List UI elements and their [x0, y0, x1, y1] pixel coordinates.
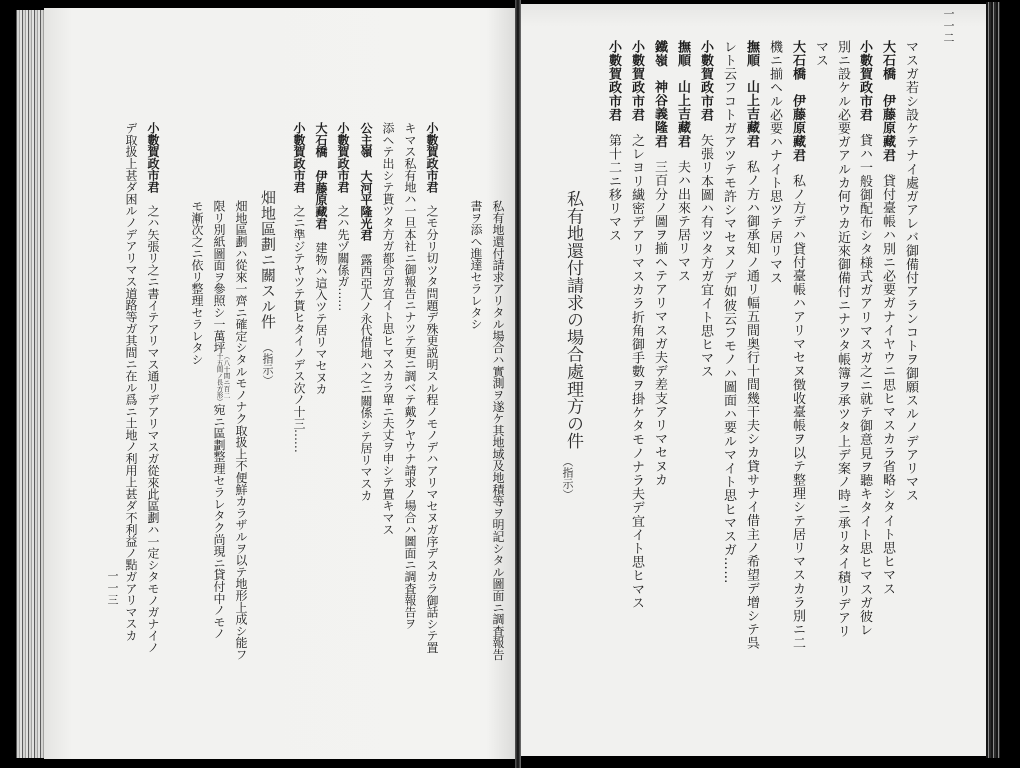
speaker-name: 小數賀政市君: [857, 40, 872, 122]
section-heading: 私有地還付請求の場合處理方の件: [563, 190, 583, 450]
speech-text: デ取扱上甚ダ困ルノデアリマス道路等ガ其間ニ在ル爲ニ土地ノ利用上甚ダ不利益ノ點ガアリマスカ: [124, 122, 138, 642]
speaker-name: 神谷義隆君: [652, 80, 667, 149]
speech-text: 私ノ方ハ御承知ノ通リ幅五間奥行十間幾干夫シカ貸サナイ借主ノ希望デ增シテ呉: [744, 160, 759, 650]
speech-text: 之モ分リ切ツタ問題デ殊更説明スル程ノモノデハアリマセヌガ序デスカラ御話シテ置: [425, 204, 439, 654]
dialogue-column: [767, 40, 781, 285]
speaker-name: 大河平隆光君: [359, 170, 373, 242]
dialogue-column: [675, 40, 689, 283]
speaker-name: 山上吉藏君: [744, 80, 759, 149]
speech-text: 矢張リ本圖ハ有ツタ方ガ宜イト思ヒマス: [698, 133, 713, 379]
speaker-name: 小數賀政市君: [292, 122, 306, 193]
speech-text: 貸付臺帳ハ別ニ必要ガナイヤウニ思ヒマスカラ省略シタイト思ヒマス: [880, 173, 895, 596]
dialogue-column: [880, 40, 894, 595]
instruction-line: [212, 200, 230, 639]
speech-text: 露西亞人ノ永代借地ハ之ニ關係シテ居リマスカ: [359, 253, 373, 502]
speaker-name: 小數賀政市君: [336, 122, 350, 193]
speaker-place: 大石橋: [880, 40, 895, 81]
dialogue-column: [744, 40, 758, 650]
speaker-name: 小數賀政市君: [425, 122, 439, 193]
speaker-place: 撫順: [675, 40, 690, 68]
page-number: 一一二: [942, 8, 955, 44]
dialogue-column: [903, 40, 917, 502]
dialogue-column: [698, 40, 712, 378]
dialogue-column: [403, 122, 416, 629]
dialogue-column: [835, 40, 849, 638]
speech-text: 建物ハ這入ツテ居リマセヌカ: [314, 241, 328, 395]
speech-text: 三百分ノ圖ヲ揃ヘテアリマスガ夫デ差支アリマセヌカ: [652, 160, 667, 487]
speech-text: マスガ若シ設ケテナイ處ガアレバ御備付アランコトヲ御願スルノデアリマス: [903, 40, 918, 503]
speech-text: 第十二ニ移リマス: [606, 133, 621, 243]
dialogue-column: [124, 122, 137, 641]
page-number: 一一三: [106, 570, 119, 606]
dialogue-column: [790, 40, 804, 650]
speaker-name: 小數賀政市君: [146, 122, 160, 193]
speech-text: 貸ハ一般御配布シタ様式ガアリマスガ之ニ就テ御意見ヲ聽キタイト思ヒマスガ彼レ: [857, 133, 872, 637]
speaker-name: 伊藤原藏君: [790, 93, 805, 162]
speaker-place: 公主嶺: [359, 122, 373, 158]
instruction-line: 書ヲ添ヘ進達セラレタシ: [469, 200, 483, 330]
instruction-text: 宛ニ區劃整理セラレタク尚現ニ貸付中ノモノ: [212, 403, 226, 640]
instruction-line: 畑地區劃ハ從來一齊ニ確定シタルモノナク取扱上不便鮮カラザルヲ以テ地形上成シ能フ: [234, 200, 248, 661]
speech-text: 夫ハ出來テ居リマス: [675, 160, 690, 283]
dialogue-column: [425, 122, 438, 653]
dialogue-column: [813, 40, 827, 67]
speaker-name: 伊藤原藏君: [880, 93, 895, 162]
speaker-place: 大石橋: [314, 122, 328, 158]
speech-text: 機ニ揃ヘル必要ハナイト思ツテ居リマス: [767, 40, 782, 285]
dialogue-column: [721, 40, 735, 584]
speech-text: マス: [813, 40, 828, 68]
speaker-name: 山上吉藏君: [675, 80, 690, 149]
speech-text: 之ハ先ヅ關係ガ……: [336, 204, 350, 312]
speaker-place: 鐵嶺: [652, 40, 667, 68]
instruction-line: モ漸次之ニ依リ整理セラレタシ: [190, 200, 204, 366]
dialogue-column: [652, 40, 666, 487]
dialogue-column: [359, 122, 372, 501]
dialogue-column: [292, 122, 305, 453]
inline-annotation: （八十間ニ百二十五間ノ長方形）: [215, 353, 231, 406]
speaker-name: 伊藤原藏君: [314, 170, 328, 230]
right-page-edges: [986, 2, 1000, 758]
speech-text: 添ヘテ出シテ貰ツタ方ガ都合ガ宜イト思ヒマスカラ單ニ夫丈ヲ申シテ置キマス: [381, 122, 395, 536]
section-note: （指示）: [561, 456, 574, 500]
right-page: [521, 4, 986, 756]
speaker-name: 小數賀政市君: [698, 40, 713, 122]
dialogue-column: [381, 122, 394, 535]
left-page-edges: [16, 10, 44, 758]
speech-text: キマス私有地ハ一旦本社ニ御報告ニナツテ更ニ調ベテ戴クヤウナ請求ノ場合ハ圖面ニ調査報告ヲ: [403, 122, 417, 630]
dialogue-column: [314, 122, 327, 395]
instruction-text: 限リ別紙圖面ヲ參照シ一萬坪: [212, 200, 226, 354]
dialogue-column: [629, 40, 643, 610]
left-page: [44, 8, 515, 759]
speech-text: 別ニ設ケル必要ガアルカ何ウカ近來御備付ニナツタ帳簿ヲ承ツタ上デ案ノ時ニ承リタイ積リデアリ: [835, 40, 850, 639]
speech-text: レト云フコトガアツテモ許シマセヌノデ如彼云フモノハ圖面ハ要ルマイト思ヒマスガ……: [721, 40, 736, 584]
speaker-place: 大石橋: [790, 40, 805, 81]
speaker-place: 撫順: [744, 40, 759, 68]
speaker-name: 小數賀政市君: [606, 40, 621, 122]
dialogue-column: [146, 122, 159, 653]
section-note: （指示）: [261, 342, 274, 386]
dialogue-column: [606, 40, 620, 242]
dialogue-column: [336, 122, 349, 311]
dialogue-column: [857, 40, 871, 637]
speech-text: 之ハ矢張リ之ニ書イテアリマス通リデアリマスガ從來此區劃ハ一定シタモノガナイノ: [146, 204, 160, 654]
speech-text: 之レヨリ繊密デアリマスカラ折角御手數ヲ掛ケタモノナラ夫デ宜イト思ヒマス: [629, 133, 644, 610]
section-heading: 畑地區劃ニ關スル件: [259, 190, 277, 330]
speech-text: 之ニ準ジテヤツテ貰ヒタイノデス次ノ十三……: [292, 204, 306, 453]
speech-text: 私ノ方デハ貸付臺帳ハアリマセヌ徴收臺帳ヲ以テ整理シテ居リマスカラ別ニ二: [790, 173, 805, 650]
instruction-line: 私有地還付請求アリタル場合ハ實測ヲ遂ケ其地域及地積等ヲ明記シタル圖面ニ調査報告: [491, 200, 505, 661]
speaker-name: 小數賀政市君: [629, 40, 644, 122]
